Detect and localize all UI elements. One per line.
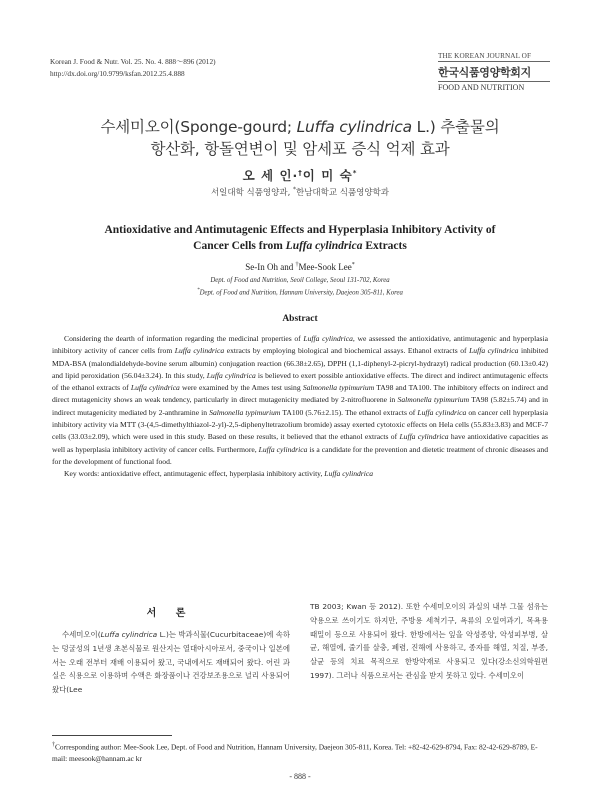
body-column-left: 수세미오이(Luffa cylindrica L.)는 박과식물(Cucurbitaceae)에 속하는 덩굴성의 1년생 초본식물로 원산지는 열대아시아로서, 중국이나 일본에서는 오래 전부터 재배 이용되어 왔고, 국내에서도 재배되어 왔다. 어린 과실은 식용으로 이용하며 수액은 화장품이나 건강보조용으로 널리 사용되어 왔다(Lee	[52, 630, 290, 695]
journal-citation	[50, 56, 216, 80]
section-heading-introduction: 서 론	[146, 608, 194, 619]
keywords: Key words: antioxidative effect, antimutagenic effect, hyperplasia inhibitory activity, Luffa cylindrica	[64, 469, 374, 479]
journal-name-en-bottom: FOOD AND NUTRITION	[438, 81, 550, 92]
journal-logo	[438, 52, 550, 92]
journal-name-kr: 한국식품영양학회지	[438, 66, 531, 79]
citation-line: Korean J. Food & Nutr. Vol. 25. No. 4. 888～896 (2012)	[50, 57, 216, 66]
doi-link[interactable]: http://dx.doi.org/10.9799/ksfan.2012.25.4.888	[50, 69, 185, 78]
abstract-paragraph: Considering the dearth of information regarding the medicinal properties of Luffa cylindrica, we assessed the antioxidative, antimutagenic and hyperplasia inhibitory activity of cancer cells from Luffa cylindrica extracts by employing biological and biochemical assays. Ethanol extracts of Luffa cylindrica inhibited MDA-BSA (malondialdehyde-bovine serum albumin) conjugation reaction (66.38±2.65), DPPH (1,1-diphenyl-2-picryl-hydrazyl) radical production (60.13±0.42) and lipid peroxidation (56.04±3.24). In this study, Luffa cylindrica is believed to exert possible antioxidative effects. The direct and indirect antimutagenic effects of the ethanol extracts of Luffa cylindrica were examined by the Ames test using Salmonella typimurium TA98 and TA100. The inhibitory effects on indirect and direct mutagenicity shows an weak tendency, particularly in direct mutagenicity mediated by 2-nitrofluorene in Salmonella typimurium TA98 (5.82±5.74) and in indirect mutagenicity mediated by 2-anthramine in Salmonella typimurium TA100 (5.76±2.15). The ethanol extracts of Luffa cylindrica on cancer cell hyperplasia inhibitory activity via MTT (3-(4,5-dimethylthiazol-2-yl)-2,5-diphenyltetrazolium bromide) assay exerted cytotoxic effects on Hela cells (55.83±3.83) and MCF-7 cells (33.03±2.09), which were used in this study. Based on these results, it believed that the ethanol extracts of Luffa cylindrica have antioxidative capacities as well as hyperplasia inhibitory activity of cancer cells. Furthermore, Luffa cylindrica is a candidate for the prevention and dietetic treatment of chronic diseases and for the development of functional food.	[52, 334, 548, 466]
korean-title-line1: 수세미오이(Sponge-gourd; Luffa cylindrica L.) 추출물의	[100, 118, 500, 136]
english-title: Antioxidative and Antimutagenic Effects and Hyperplasia Inhibitory Activity of Cancer Cells from Luffa cylindrica Extracts	[104, 224, 496, 252]
korean-affiliations: 서일대학 식품영양과, *한남대학교 식품영양학과	[210, 186, 390, 198]
body-column-right: TB 2003; Kwan 등 2012). 또한 수세미오이의 과실의 내부 그물 섬유는 약용으로 쓰이기도 하지만, 주방용 세척기구, 욕류의 오일여과기, 목욕용 때밀이 등으로 사용되어 왔다. 한방에서는 잎을 악성종양, 악성피부병, 살균, 해열에, 줄기를 살충, 폐렴, 진해에 사용하고, 종자를 해열, 치질, 부종, 살균 등의 치료 목적으로 한방약재로 사용되고 있다(강소신의학원편 1997). 그러나 식품으로서는 관심을 받지 못하고 있다. 수세미오이	[310, 602, 548, 680]
korean-authors: 오 세 인·†이 미 숙*	[242, 168, 358, 183]
english-authors: Se-In Oh and †Mee-Sook Lee*	[245, 262, 355, 272]
footnote-divider	[52, 735, 172, 736]
page-number: - 888 -	[289, 772, 311, 781]
journal-name-en-top: THE KOREAN JOURNAL OF	[438, 52, 550, 62]
abstract-heading: Abstract	[282, 314, 318, 324]
corresponding-author-footnote: †Corresponding author: Mee-Sook Lee, Dept. of Food and Nutrition, Hannam University, Daejeon 305-811, Korea. Tel: +82-42-629-8794, Fax: 82-42-629-8789, E-mail: meesook@hannam.ac kr	[52, 742, 538, 763]
korean-title	[50, 116, 550, 160]
korean-title-line2: 항산화, 항돌연변이 및 암세포 증식 억제 효과	[150, 140, 450, 158]
abstract-body	[52, 333, 548, 481]
english-affiliations: Dept. of Food and Nutrition, Seoil College, Seoul 131-702, Korea *Dept. of Food and Nutrition, Hannam University, Daejeon 305-811, Korea	[197, 277, 403, 297]
